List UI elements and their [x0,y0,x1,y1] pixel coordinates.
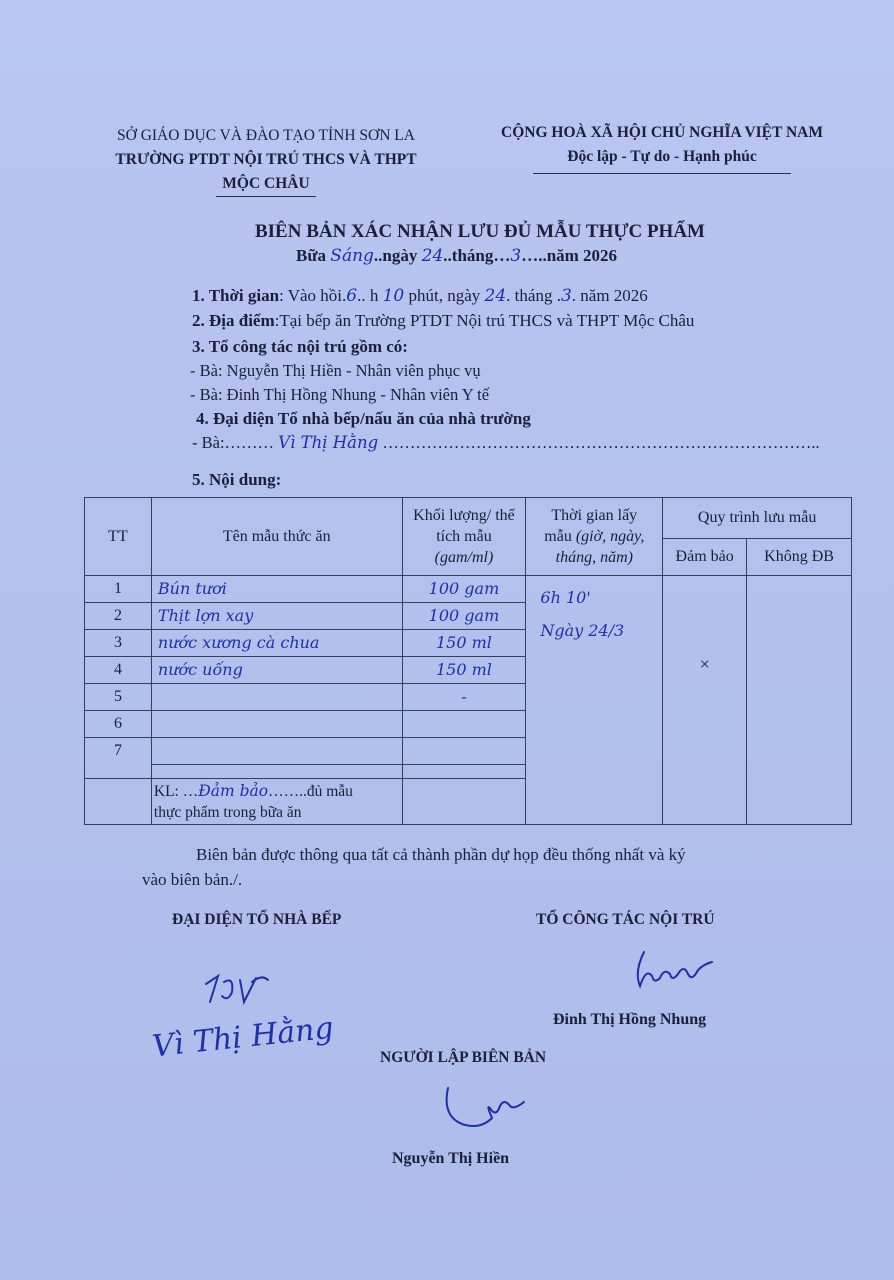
month-label-2: tháng [514,286,553,305]
document-title: BIÊN BẢN XÁC NHẬN LƯU ĐỦ MẪU THỰC PHẨM [254,221,705,242]
school-location: MỘC CHÂU [216,172,315,197]
month-handwritten-2: 3 [560,286,572,306]
sample-date-handwritten: Ngày 24/3 [540,621,625,640]
food-name-row [152,684,402,711]
kitchen-rep-handwritten: Vì Thị Hằng [278,433,379,452]
header-ensure: Đảm bảo [663,539,747,576]
mass-row [403,576,526,603]
hour-unit: h [369,286,379,305]
day-label: ngày [382,246,418,265]
closing-line-1: Biên bản được thông qua tất cả thành phần dự họp đều thống nhất và ký [196,845,686,864]
row-number: 2 [113,607,122,624]
month-handwritten: 3 [510,246,522,266]
kl-suffix: đủ mẫu [306,782,353,800]
kl-handwritten: Đảm bảo [198,781,269,800]
boarding-sign-title: TỔ CÔNG TÁC NỘI TRÚ [536,911,715,928]
table-row [85,684,151,711]
food-name-row [152,657,402,684]
kitchen-rep-prefix: - Bà: [192,433,225,452]
mass-row [403,603,526,630]
food-name-row [152,576,402,603]
row-number: 3 [113,634,122,651]
mass-row [403,738,526,765]
mass-value: 100 gam [428,606,500,625]
header-time-1: Thời gian lấy [551,507,638,524]
year-label-2: năm 2026 [580,286,648,305]
department-name: SỞ GIÁO DỤC VÀ ĐÀO TẠO TỈNH SƠN LA [117,127,415,144]
header-mass-2: tích mẫu [436,528,492,545]
meal-label: Bữa [296,246,327,265]
table-row [85,630,151,657]
mass-row [403,657,526,684]
boarding-name: Đinh Thị Hồng Nhung [553,1011,707,1028]
kitchen-rep-name-handwritten: Vì Thị Hằng [150,1010,336,1065]
section-location-label: 2. Địa điểm [192,311,275,330]
header-process: Quy trình lưu mẫu [663,498,852,539]
header-mass [402,498,526,576]
preparer-name: Nguyễn Thị Hiền [392,1150,510,1167]
preparer-signature [438,1084,538,1134]
mass-row [403,711,526,738]
header-mass-3: (gam/ml) [434,549,494,566]
food-name-row [152,603,402,630]
mass-value: 150 ml [436,633,492,652]
time-cell [526,576,663,825]
mass-row [403,684,526,711]
mass-column [402,576,526,779]
day-handwritten: 24 [421,246,444,266]
header-mass-1: Khối lượng/ thể [413,507,515,524]
section-time: 1. Thời gian: Vào hồi.6.. h 10 phút, ngày 24. tháng .3. năm 2026 [192,286,648,306]
team-member-2: - Bà: Đinh Thị Hồng Nhung - Nhân viên Y tế [190,385,490,404]
time-prefix: : Vào hồi [279,286,343,305]
tt-column [85,576,152,779]
minute-label: phút, ngày [408,286,481,305]
table-row [85,603,151,630]
row-number: 1 [113,580,122,597]
team-member-1: - Bà: Nguyễn Thị Hiền - Nhân viên phục vụ [190,361,481,380]
location-text: :Tại bếp ăn Trường PTDT Nội trú THCS và THPT Mộc Châu [274,311,695,330]
header-time-2b: (giờ, ngày, [575,528,645,545]
kitchen-signature [196,962,276,1012]
section-location [192,311,694,331]
mass-value: 100 gam [428,579,500,598]
ensure-cell [663,576,747,825]
header-left [96,124,436,197]
meal-handwritten: Sáng [330,246,374,266]
kl-label: KL: [153,782,179,800]
row-number: 6 [113,715,122,732]
ensure-mark: × [699,654,710,674]
section-content-label: 5. Nội dung: [192,470,282,489]
section-content-text: 5. Nội dung [192,470,276,489]
table-row [85,711,151,738]
header-time-3: tháng, năm) [555,549,633,566]
preparer-sign-title: NGƯỜI LẬP BIÊN BẢN [380,1049,547,1066]
kitchen-rep-line: - Bà:……… Vì Thị Hằng …………………………………………………………………….. [192,433,820,452]
food-name-row [152,711,402,738]
header-time-2a: mẫu [544,528,572,545]
not-ensure-cell [747,576,852,825]
motto: Độc lập - Tự do - Hạnh phúc [533,145,790,174]
boarding-signature [626,944,726,994]
closing-line-2: vào biên bản./. [142,870,243,889]
food-name: nước uống [157,660,243,679]
food-name-column [151,576,402,779]
hour-handwritten: 6 [346,286,358,306]
section-kitchen-label: 4. Đại diện Tổ nhà bếp/nấu ăn của nhà trường [196,409,531,428]
kl-tt-cell [85,779,152,825]
table-row [85,738,151,764]
kl-mass-cell [402,779,526,825]
header-tt: TT [85,498,152,576]
day-handwritten-2: 24 [484,286,507,306]
header-food-name: Tên mẫu thức ăn [151,498,402,576]
row-number: 5 [113,688,122,705]
food-name-row [152,630,402,657]
school-name: TRƯỜNG PTDT NỘI TRÚ THCS VÀ THPT [115,151,417,168]
header-right [480,121,844,174]
kitchen-sign-title: ĐẠI DIỆN TỔ NHÀ BẾP [172,911,342,928]
month-label: tháng [451,246,494,265]
table-row [85,657,151,684]
header-not-ensure: Không ĐB [747,539,852,576]
food-name: nước xương cà chua [157,633,320,652]
mass-row [403,630,526,657]
row-number: 4 [113,661,122,678]
food-name: Thịt lợn xay [157,606,254,625]
year-text: năm 2026 [546,246,618,265]
sample-time-handwritten: 6h 10' [540,588,591,607]
row-number: 7 [113,742,122,759]
section-team-label: 3. Tổ công tác nội trú gồm có: [192,337,408,356]
food-name-row [152,738,402,765]
kl-line2: thực phẩm trong bữa ăn [153,803,302,821]
sample-table [84,497,852,825]
country-name: CỘNG HOÀ XÃ HỘI CHỦ NGHĨA VIỆT NAM [501,124,823,141]
minute-handwritten: 10 [382,286,405,306]
meal-date-line: Bữa Sáng..ngày 24..tháng…3…..năm 2026 [296,246,618,266]
conclusion-cell: KL: …Đảm bảo……..đủ mẫu thực phẩm trong bữa ăn [151,779,402,825]
header-time [526,498,663,576]
mass-value: - [461,687,467,706]
food-name: Bún tươi [157,579,227,598]
table-row [85,576,151,603]
mass-value: 150 ml [436,660,492,679]
section-time-label: 1. Thời gian [192,286,280,305]
